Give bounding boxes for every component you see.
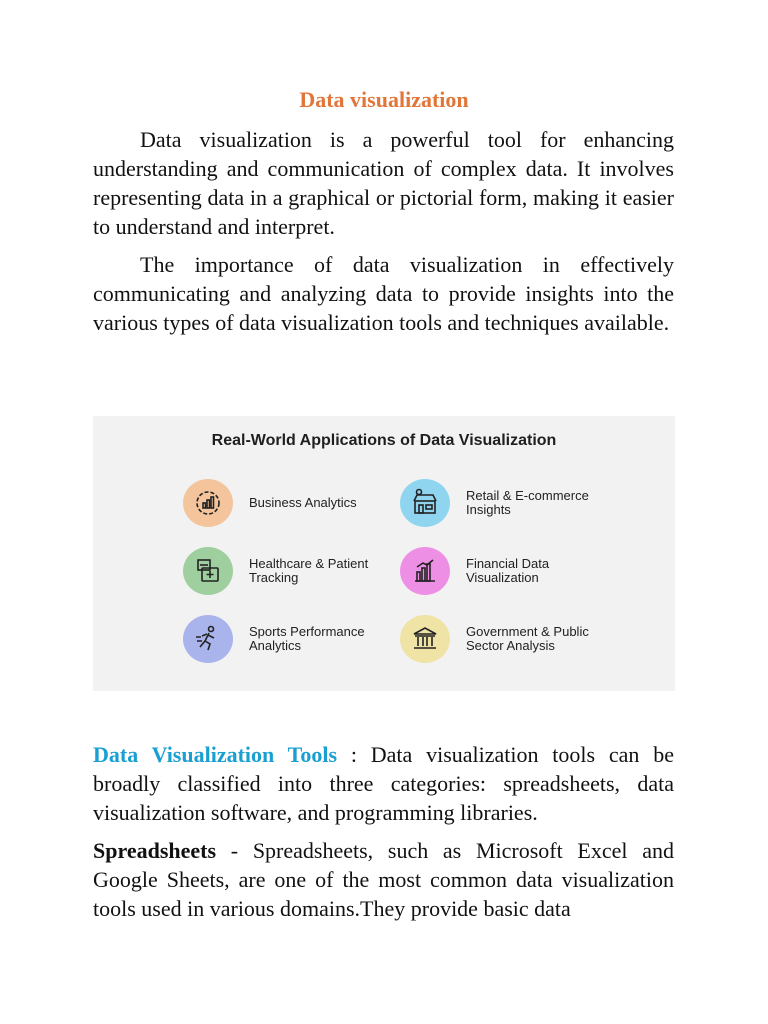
intro-paragraph: Data visualization is a powerful tool for enhancing understanding and communication of complex data. It involves representing data in a graphical or pictorial form, making it easier to understand and interpret. [93, 127, 674, 239]
spreadsheets-term: Spreadsheets [93, 838, 217, 863]
retail-store-icon [400, 479, 450, 527]
app-label: Government & Public Sector Analysis [466, 624, 589, 653]
tools-term: Data Visualization Tools [93, 742, 338, 767]
business-analytics-icon [183, 479, 233, 527]
financial-chart-icon [400, 547, 450, 595]
app-label: Retail & E-commerce Insights [466, 488, 589, 517]
figure-title: Real-World Applications of Data Visualization [211, 432, 557, 449]
app-label: Financial Data Visualization [466, 556, 550, 585]
government-building-icon [400, 615, 450, 663]
spreadsheets-paragraph [93, 836, 674, 923]
app-label: Business Analytics [249, 495, 357, 510]
tools-paragraph [93, 740, 674, 827]
spreadsheets-text: - Spreadsheets, such as Microsoft Excel and Google Sheets, are one of the most common data visualization tools used in various domains.They provide basic data [93, 838, 674, 921]
healthcare-icon [183, 547, 233, 595]
sports-runner-icon [183, 615, 233, 663]
app-label: Sports Performance Analytics [249, 624, 365, 653]
tools-text: : Data visualization tools can be broadly classified into three categories: spreadsheets, data visualization software, and programming libraries. [93, 742, 675, 825]
page-title: Data visualization [299, 87, 469, 112]
applications-figure [93, 416, 675, 691]
app-label: Healthcare & Patient Tracking [249, 556, 369, 585]
importance-paragraph: The importance of data visualization in effectively communicating and analyzing data to provide insights into the various types of data visualization tools and techniques available. [93, 252, 674, 335]
